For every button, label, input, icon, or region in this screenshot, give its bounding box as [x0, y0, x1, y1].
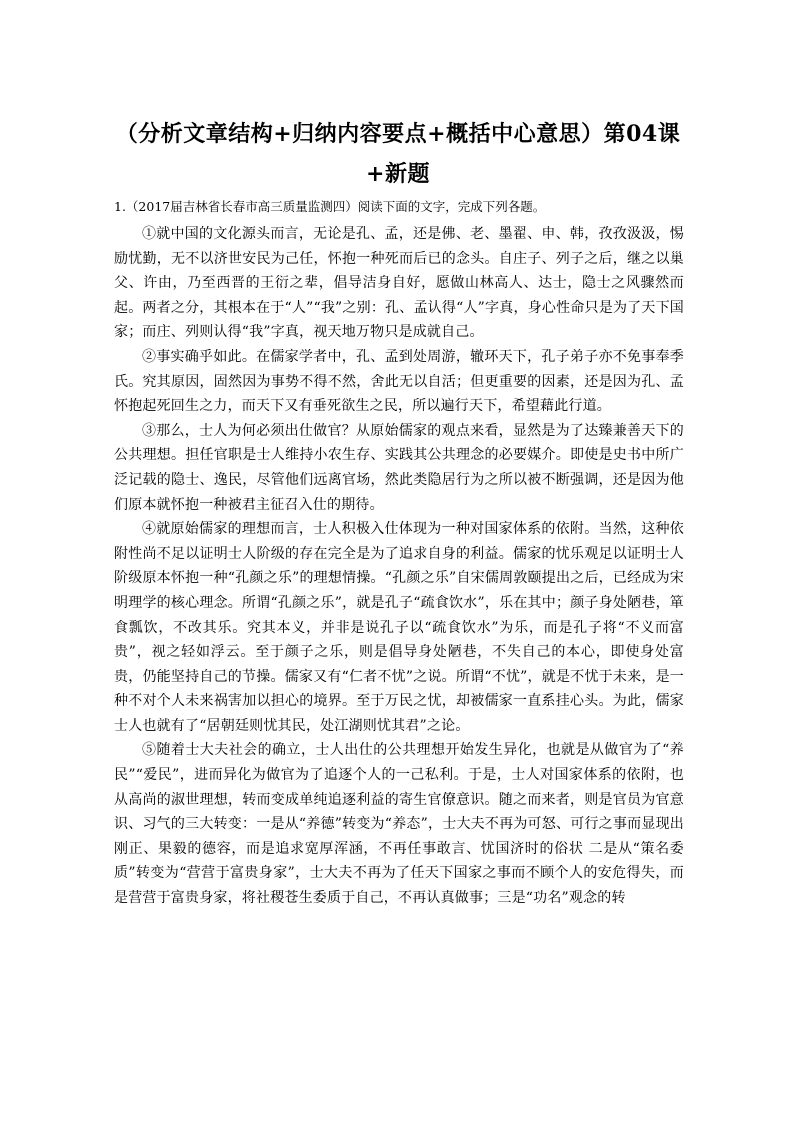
article-body [114, 222, 684, 911]
paragraph-1: ①就中国的文化源头而言，无论是孔、孟，还是佛、老、墨翟、申、韩，孜孜汲汲，惕励忧勤，无不以济世安民为己任，怀抱一种死而后已的念头。自庄子、列子之后，继之以巢父、许由，乃至西晋的王衍之辈，倡导洁身自好，愿做山林高人、达士，隐士之风骤然而起。两者之分，其根本在于“人”“我”之别：孔、孟认得“人”字真，身心性命只是为了天下国家；而庄、列则认得“我”字真，视天地万物只是成就自己。 [114, 226, 684, 341]
paragraph-3: ③那么，士人为何必须出仕做官？从原始儒家的观点来看，显然是为了达臻兼善天下的公共理想。担任官职是士人维持小农生存、实践其公共理念的必要媒介。即使是史书中所广泛记载的隐士、逸民，尽管他们远离官场，然此类隐居行为之所以被不断强调，还是因为他们原本就怀抱一种被君主征召入仕的期待。 [114, 422, 684, 513]
question-stem: 1.（2017届吉林省长春市高三质量监测四）阅读下面的文字，完成下列各题。 [114, 199, 546, 214]
paragraph-5: ⑤随着士大夫社会的确立，士人出仕的公共理想开始发生异化，也就是从做官为了“养民”“爱民”，进而异化为做官为了追逐个人的一己私利。于是，士人对国家体系的依附，也从高尚的淑世理想，转而变成单纯追逐利益的寄生官僚意识。随之而来者，则是官员为官意识、习气的三大转变：一是从“养德”转变为“养态”，士大夫不再为可怒、可行之事而显现出刚正、果毅的德容，而是追求宽厚浑涵，不再任事敢言、忧国济时的俗状 二是从“策名委质”转变为“营营于富贵身家”，士大夫不再为了任天下国家之事而不顾个人的安危得失，而是营营于富贵身家，将社稷苍生委质于自己，不再认真做事；三是“功名”观念的转 [114, 742, 684, 907]
paragraph-2: ②事实确乎如此。在儒家学者中，孔、孟到处周游，辙环天下，孔子弟子亦不免事奉季氏。究其原因，固然因为事势不得不然，舍此无以自活；但更重要的因素，还是因为孔、孟怀抱起死回生之力，而天下又有垂死欲生之民，所以遍行天下，希望藉此行道。 [114, 348, 684, 415]
document-title: （分析文章结构+归纳内容要点+概括中心意思）第04课+新题 [115, 121, 681, 187]
paragraph-4: ④就原始儒家的理想而言，士人积极入仕体现为一种对国家体系的依附。当然，这种依附性尚不足以证明士人阶级的存在完全是为了追求自身的利益。儒家的忧乐观足以证明士人阶级原本怀抱一种“孔颜之乐”的理想情操。“孔颜之乐”自宋儒周敦颐提出之后，已经成为宋明理学的核心理念。所谓“孔颜之乐”，就是孔子“疏食饮水”，乐在其中；颜子身处陋巷，箪食瓢饮，不改其乐。究其本义，并非是说孔子以“疏食饮水”为乐，而是孔子将“不义而富贵”，视之轻如浮云。至于颜子之乐，则是倡导身处陋巷，不失自己的本心，即使身处富贵，仍能坚持自己的节操。儒家又有“仁者不忧”之说。所谓“不忧”，就是不忧于未来，是一种不对个人未来祸害加以担心的境界。至于万民之忧，却被儒家一直系挂心头。为此，儒家士人也就有了“居朝廷则忧其民，处江湖则忧其君”之论。 [114, 521, 684, 734]
